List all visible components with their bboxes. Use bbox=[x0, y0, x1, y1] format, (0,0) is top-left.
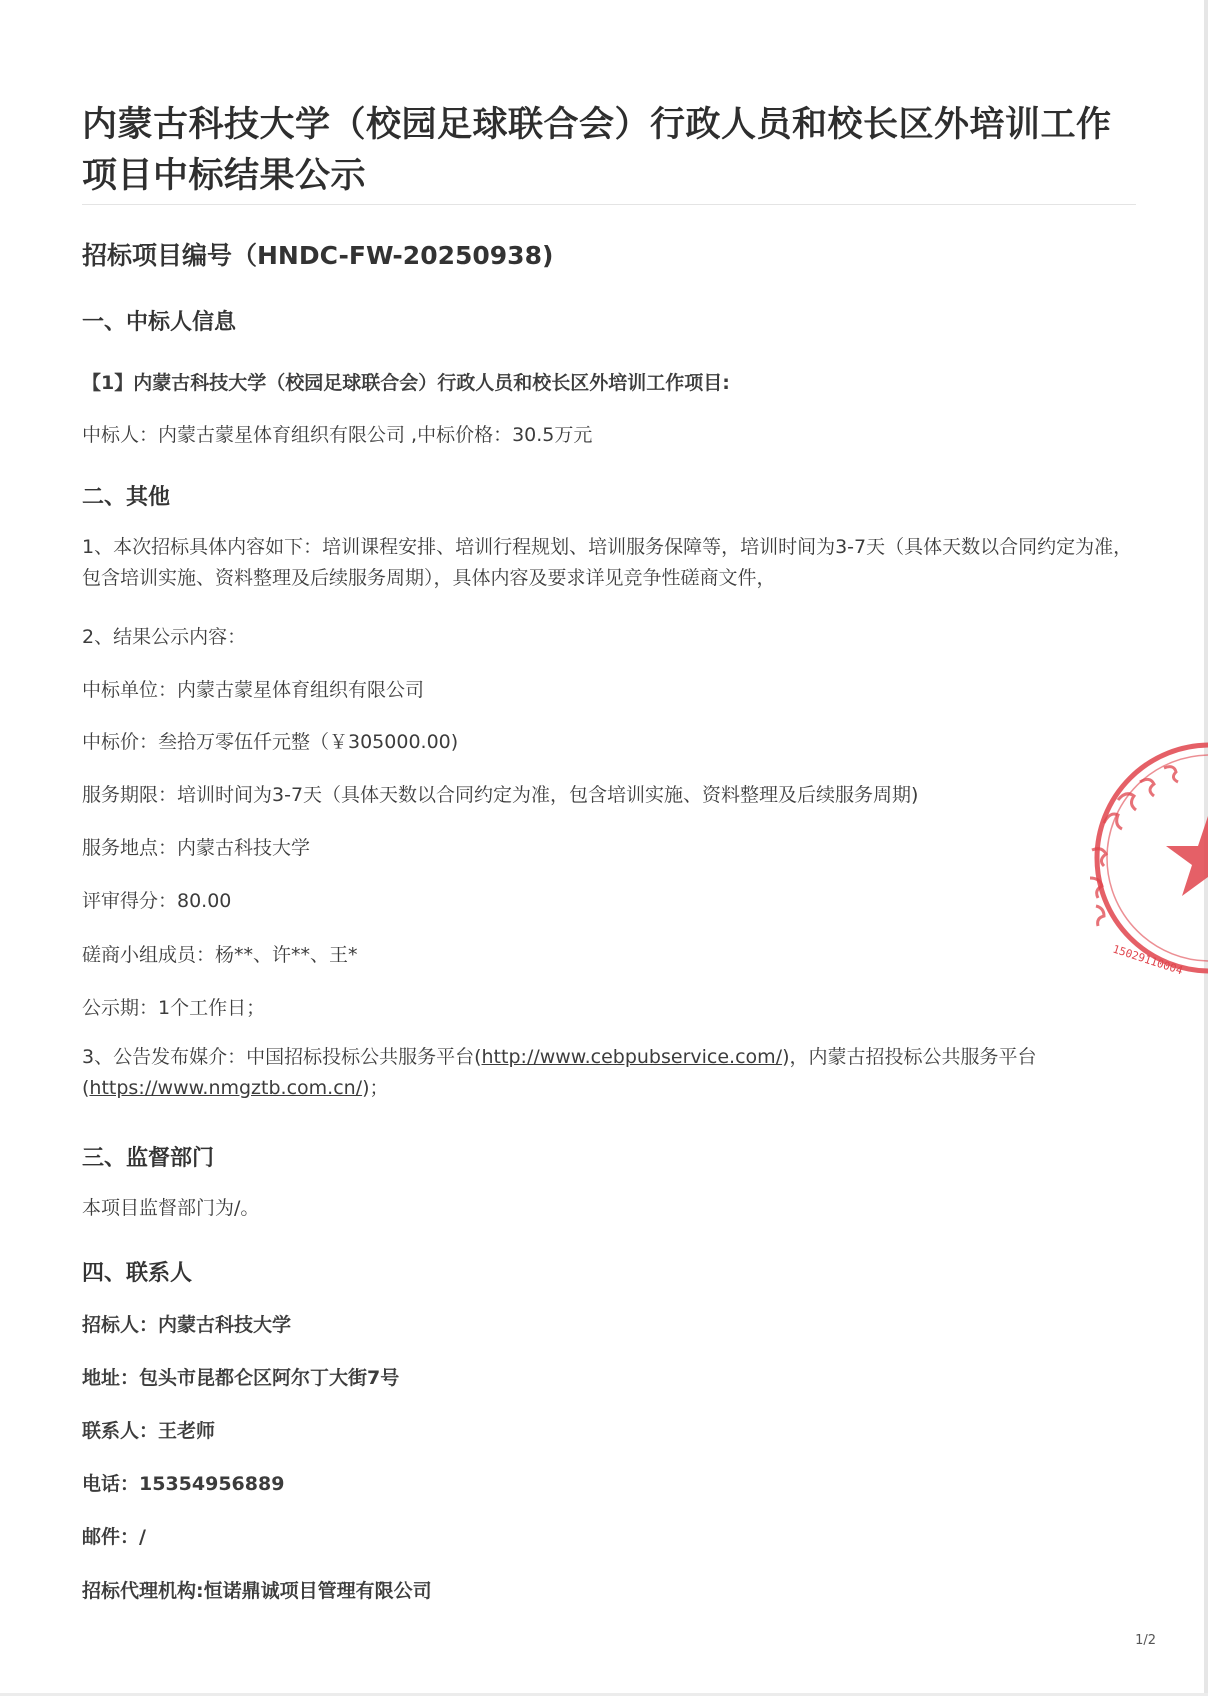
title-divider bbox=[82, 204, 1136, 205]
winning-price: 中标价：叁拾万零伍仟元整（￥305000.00) bbox=[82, 731, 459, 753]
tender-content-paragraph: 1、本次招标具体内容如下：培训课程安排、培训行程规划、培训服务保障等，培训时间为3-7天（具体天数以合同约定为准，包含培训实施、资料整理及后续服务周期），具体内容及要求详见竞争性磋商文件， bbox=[82, 536, 1133, 589]
service-period: 服务期限：培训时间为3-7天（具体天数以合同约定为准，包含培训实施、资料整理及后续服务周期) bbox=[82, 784, 919, 806]
supervision-text: 本项目监督部门为/。 bbox=[82, 1197, 260, 1219]
review-score: 评审得分：80.00 bbox=[82, 890, 232, 912]
nmgztb-link[interactable]: https://www.nmgztb.com.cn/ bbox=[89, 1077, 363, 1099]
tender-agency: 招标代理机构:恒诺鼎诚项目管理有限公司 bbox=[82, 1580, 432, 1602]
contact-person: 联系人：王老师 bbox=[82, 1420, 216, 1442]
seal-graphic bbox=[1090, 745, 1208, 971]
email: 邮件：/ bbox=[82, 1526, 146, 1548]
seal-code-text: 15029110004 bbox=[1111, 942, 1185, 978]
result-content-label: 2、结果公示内容： bbox=[82, 626, 247, 648]
tenderer: 招标人：内蒙古科技大学 bbox=[82, 1314, 292, 1336]
media-prefix: 3、公告发布媒介：中国招标投标公共服务平台( bbox=[82, 1046, 482, 1068]
media-mid: )，内蒙古招投标公共服务平台( bbox=[82, 1046, 1037, 1099]
section-3-heading: 三、监督部门 bbox=[82, 1146, 215, 1171]
project-number: 招标项目编号（HNDC-FW-20250938) bbox=[82, 241, 554, 270]
panel-members: 磋商小组成员：杨**、许**、王* bbox=[82, 944, 358, 966]
cebpubservice-link[interactable]: http://www.cebpubservice.com/ bbox=[481, 1046, 783, 1068]
page-number: 1/2 bbox=[1135, 1633, 1156, 1648]
address: 地址：包头市昆都仑区阿尔丁大街7号 bbox=[82, 1367, 400, 1389]
winning-unit: 中标单位：内蒙古蒙星体育组织有限公司 bbox=[82, 679, 425, 701]
page-title: 内蒙古科技大学（校园足球联合会）行政人员和校长区外培训工作项目中标结果公示 bbox=[82, 105, 1112, 196]
winning-item-title: 【1】内蒙古科技大学（校园足球联合会）行政人员和校长区外培训工作项目: bbox=[82, 372, 730, 394]
media-suffix: )； bbox=[362, 1077, 389, 1099]
publicity-period: 公示期：1个工作日； bbox=[82, 997, 266, 1019]
phone: 电话：15354956889 bbox=[82, 1473, 285, 1495]
winner-info: 中标人：内蒙古蒙星体育组织有限公司 ,中标价格：30.5万元 bbox=[82, 424, 593, 446]
service-place: 服务地点：内蒙古科技大学 bbox=[82, 837, 311, 859]
official-seal-stamp bbox=[1060, 738, 1208, 978]
section-4-heading: 四、联系人 bbox=[82, 1261, 193, 1286]
section-1-heading: 一、中标人信息 bbox=[82, 310, 237, 335]
publication-media-paragraph bbox=[82, 1042, 1142, 1104]
section-2-heading: 二、其他 bbox=[82, 485, 171, 510]
